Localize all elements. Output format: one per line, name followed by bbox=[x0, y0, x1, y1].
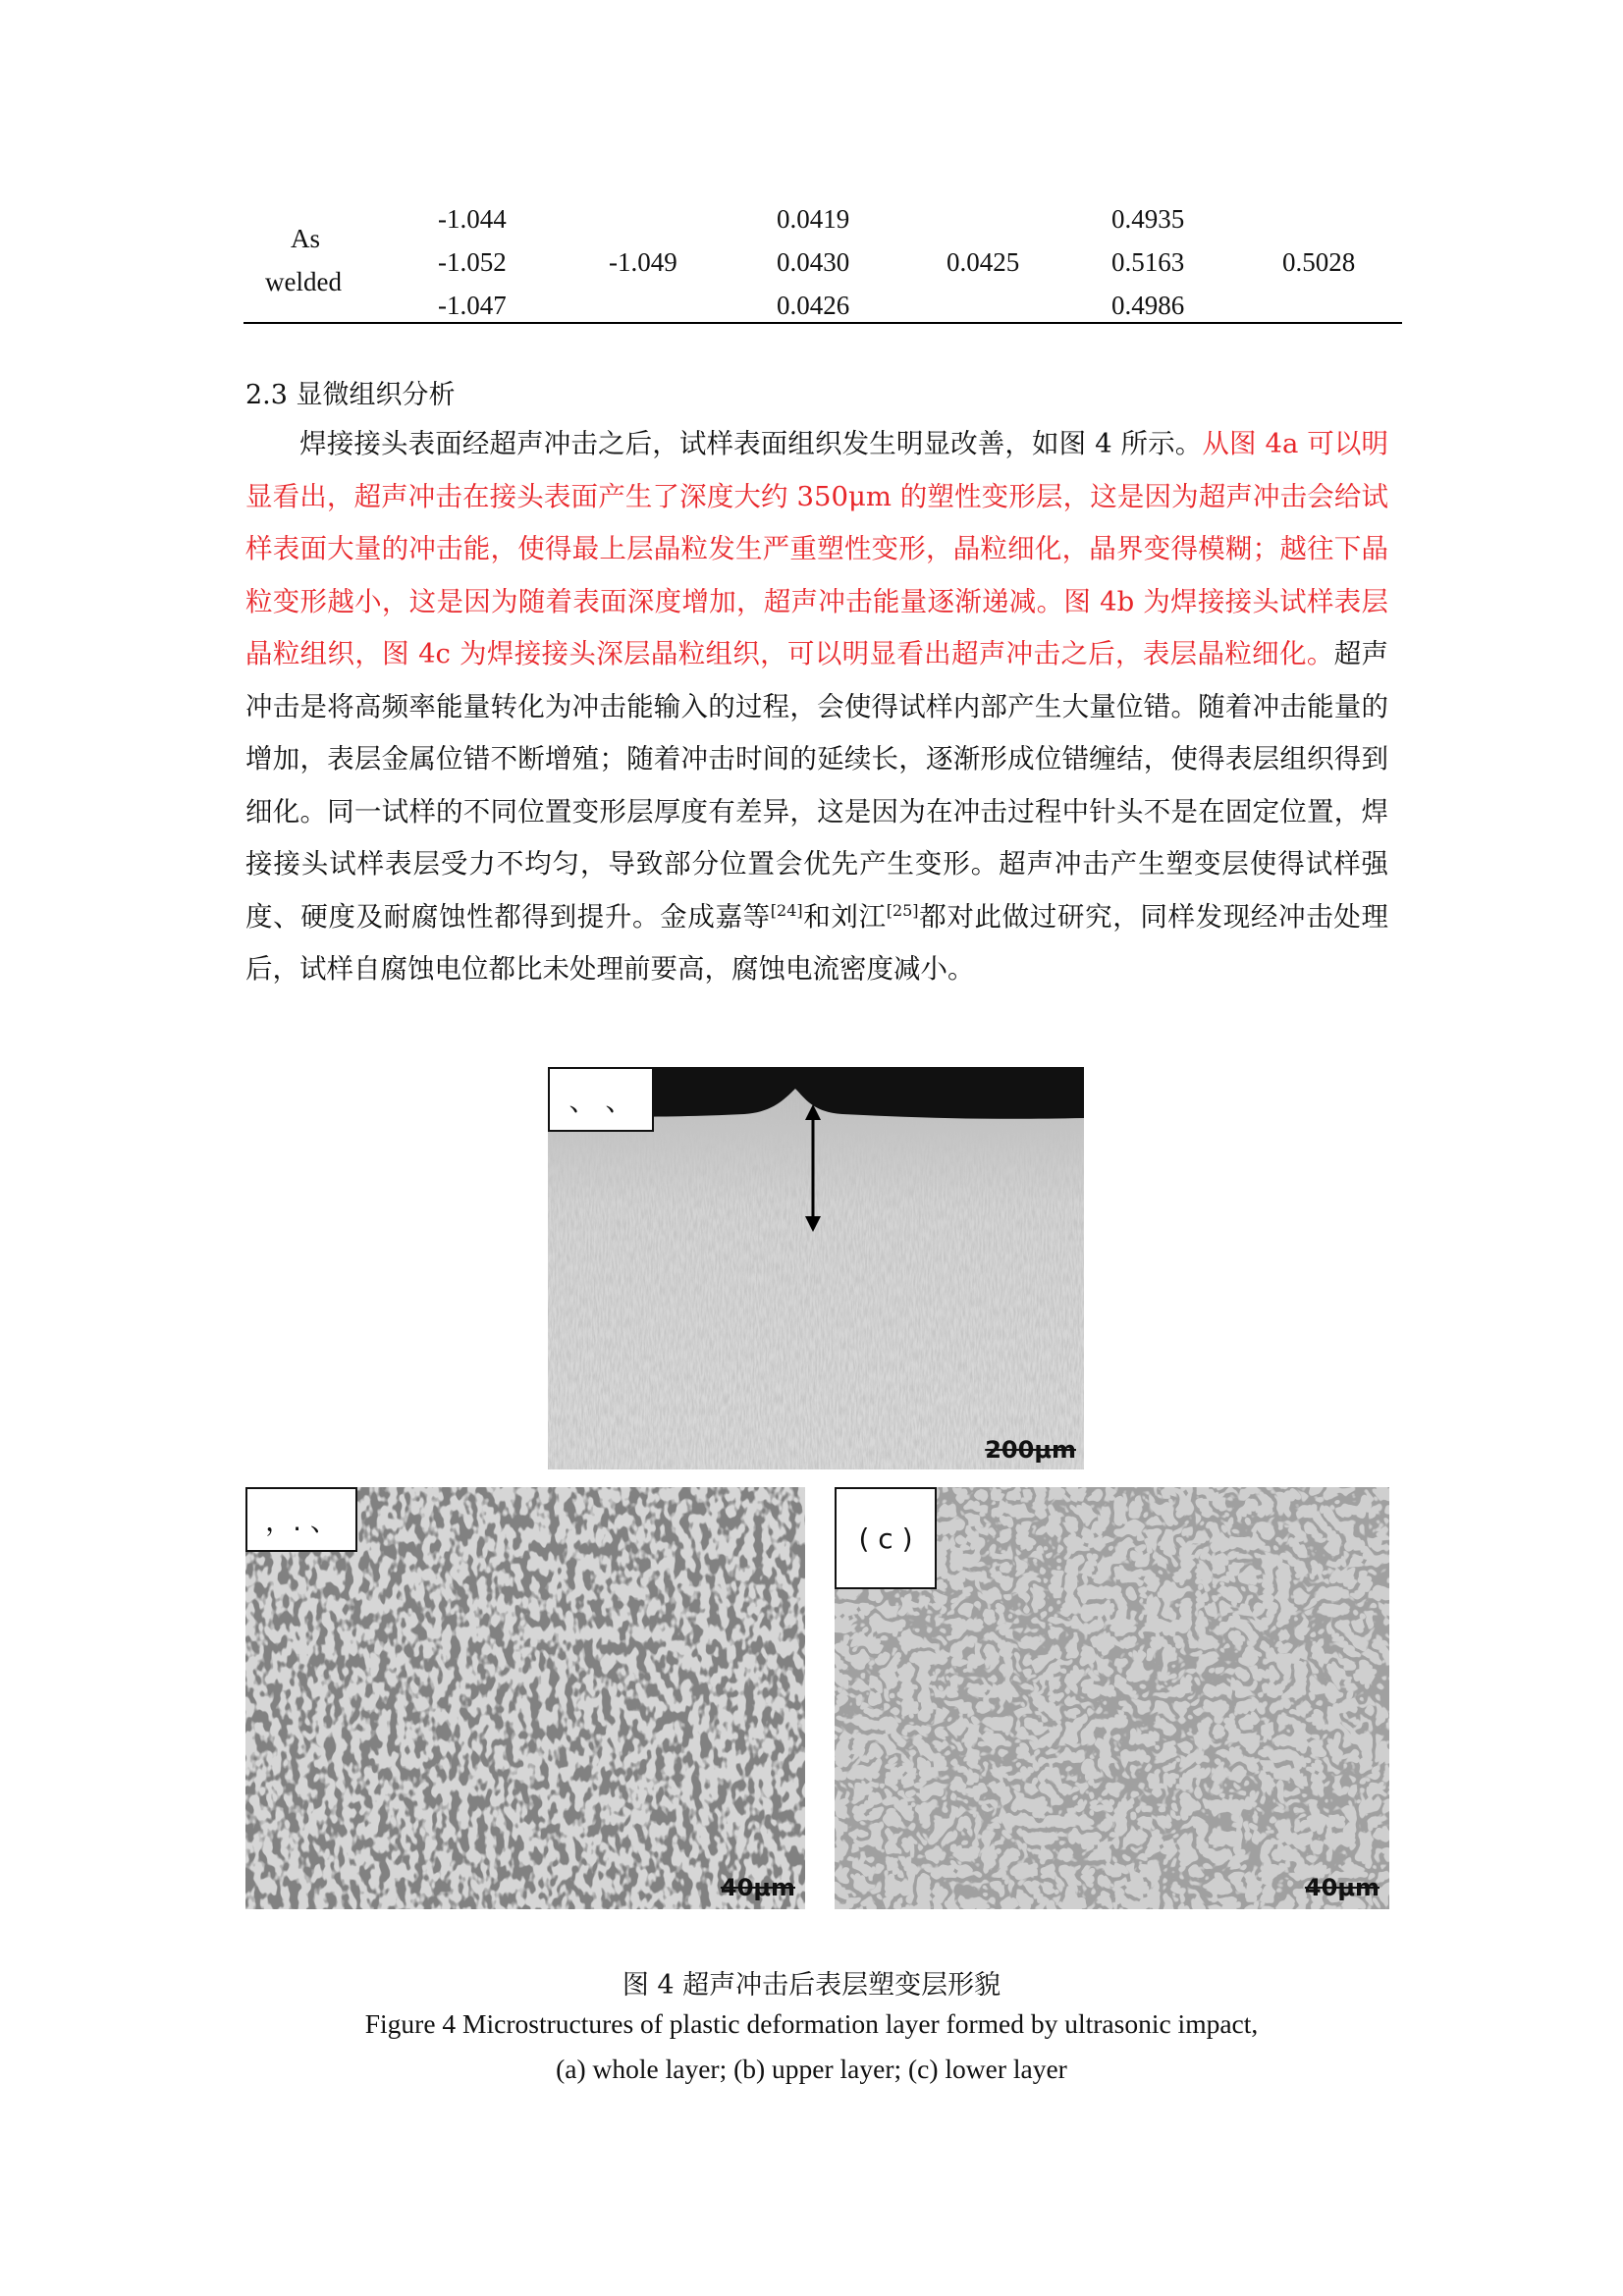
table-cell: 0.0426 bbox=[777, 291, 850, 320]
table-cell: 0.0430 bbox=[777, 247, 850, 277]
scale-bar-c: 40μm bbox=[1304, 1874, 1380, 1901]
table-cell: 0.5163 bbox=[1111, 247, 1185, 277]
data-table-fragment bbox=[243, 192, 1402, 326]
table-cell: 0.0419 bbox=[777, 204, 850, 234]
figure-label-c: ( c ) bbox=[835, 1487, 937, 1589]
row-label: welded bbox=[265, 267, 342, 296]
highlighted-text: 从图 4a 可以明显看出，超声冲击在接头表面产生了深度大约 350μm 的塑性变形层，这是因为超声冲击会给试样表面大量的冲击能，使得最上层晶粒发生严重塑性变形，晶粒细化，晶界变得模糊；越往下晶粒变形越小，这是因为随着表面深度增加，超声冲击能量逐渐递减。图 4b 为焊接接头试样表层晶粒组织，图 4c 为焊接接头深层晶粒组织，可以明显看出超声冲击之后，表层晶粒细化。 bbox=[245, 428, 1389, 669]
citation: [25] bbox=[886, 900, 919, 920]
table-cell: 0.4935 bbox=[1111, 204, 1185, 234]
table-cell: 0.4986 bbox=[1111, 291, 1185, 320]
figure-caption-zh: 图 4 超声冲击后表层塑变层形貌 bbox=[622, 1970, 1001, 2001]
table-cell: 0.0425 bbox=[947, 247, 1020, 277]
paragraph-text: 超声冲击是将高频率能量转化为冲击能输入的过程，会使得试样内部产生大量位错。随着冲击能量的增加，表层金属位错不断增殖；随着冲击时间的延续长，逐渐形成位错缠结，使得表层组织得到细化。同一试样的不同位置变形层厚度有差异，这是因为在冲击过程中针头不是在固定位置，焊接接头试样表层受力不均匀，导致部分位置会优先产生变形。超声冲击产生塑变层使得试样强度、硬度及耐腐蚀性都得到提升。金成嘉等 bbox=[245, 638, 1388, 933]
body-paragraph bbox=[245, 418, 1388, 996]
scale-bar-a: 200μm bbox=[985, 1436, 1076, 1464]
micrograph-a bbox=[548, 1067, 1084, 1469]
figure-caption-en: Figure 4 Microstructures of plastic deformation layer formed by ultrasonic impact, bbox=[364, 2008, 1259, 2039]
citation: [24] bbox=[770, 900, 803, 920]
table-bottom-rule bbox=[243, 322, 1402, 324]
row-label: As bbox=[291, 224, 321, 253]
paragraph-text: 焊接接头表面经超声冲击之后，试样表面组织发生明显改善，如图 4 所示。 bbox=[299, 428, 1203, 459]
table-cell: -1.052 bbox=[438, 247, 507, 277]
scale-bar-b: 40μm bbox=[720, 1874, 795, 1901]
section-heading: 2.3 显微组织分析 bbox=[245, 380, 456, 410]
table-cell: -1.049 bbox=[609, 247, 677, 277]
micrograph-c bbox=[835, 1487, 1389, 1909]
table-cell: -1.044 bbox=[438, 204, 507, 234]
micrograph-b bbox=[245, 1487, 805, 1909]
figure-label-b: ，. 、 bbox=[245, 1487, 357, 1552]
figure-caption-en-subparts: (a) whole layer; (b) upper layer; (c) lower layer bbox=[556, 2054, 1067, 2084]
table-cell: 0.5028 bbox=[1282, 247, 1356, 277]
table-cell: -1.047 bbox=[438, 291, 507, 320]
figure-label-a: 、 、 bbox=[548, 1067, 654, 1132]
paragraph-text: 和刘江 bbox=[802, 900, 887, 933]
paragraph-text: 都对此做过研究，同样发现经冲击处理后，试样自腐蚀电位都比未处理前要高，腐蚀电流密度减小。 bbox=[245, 900, 1389, 985]
